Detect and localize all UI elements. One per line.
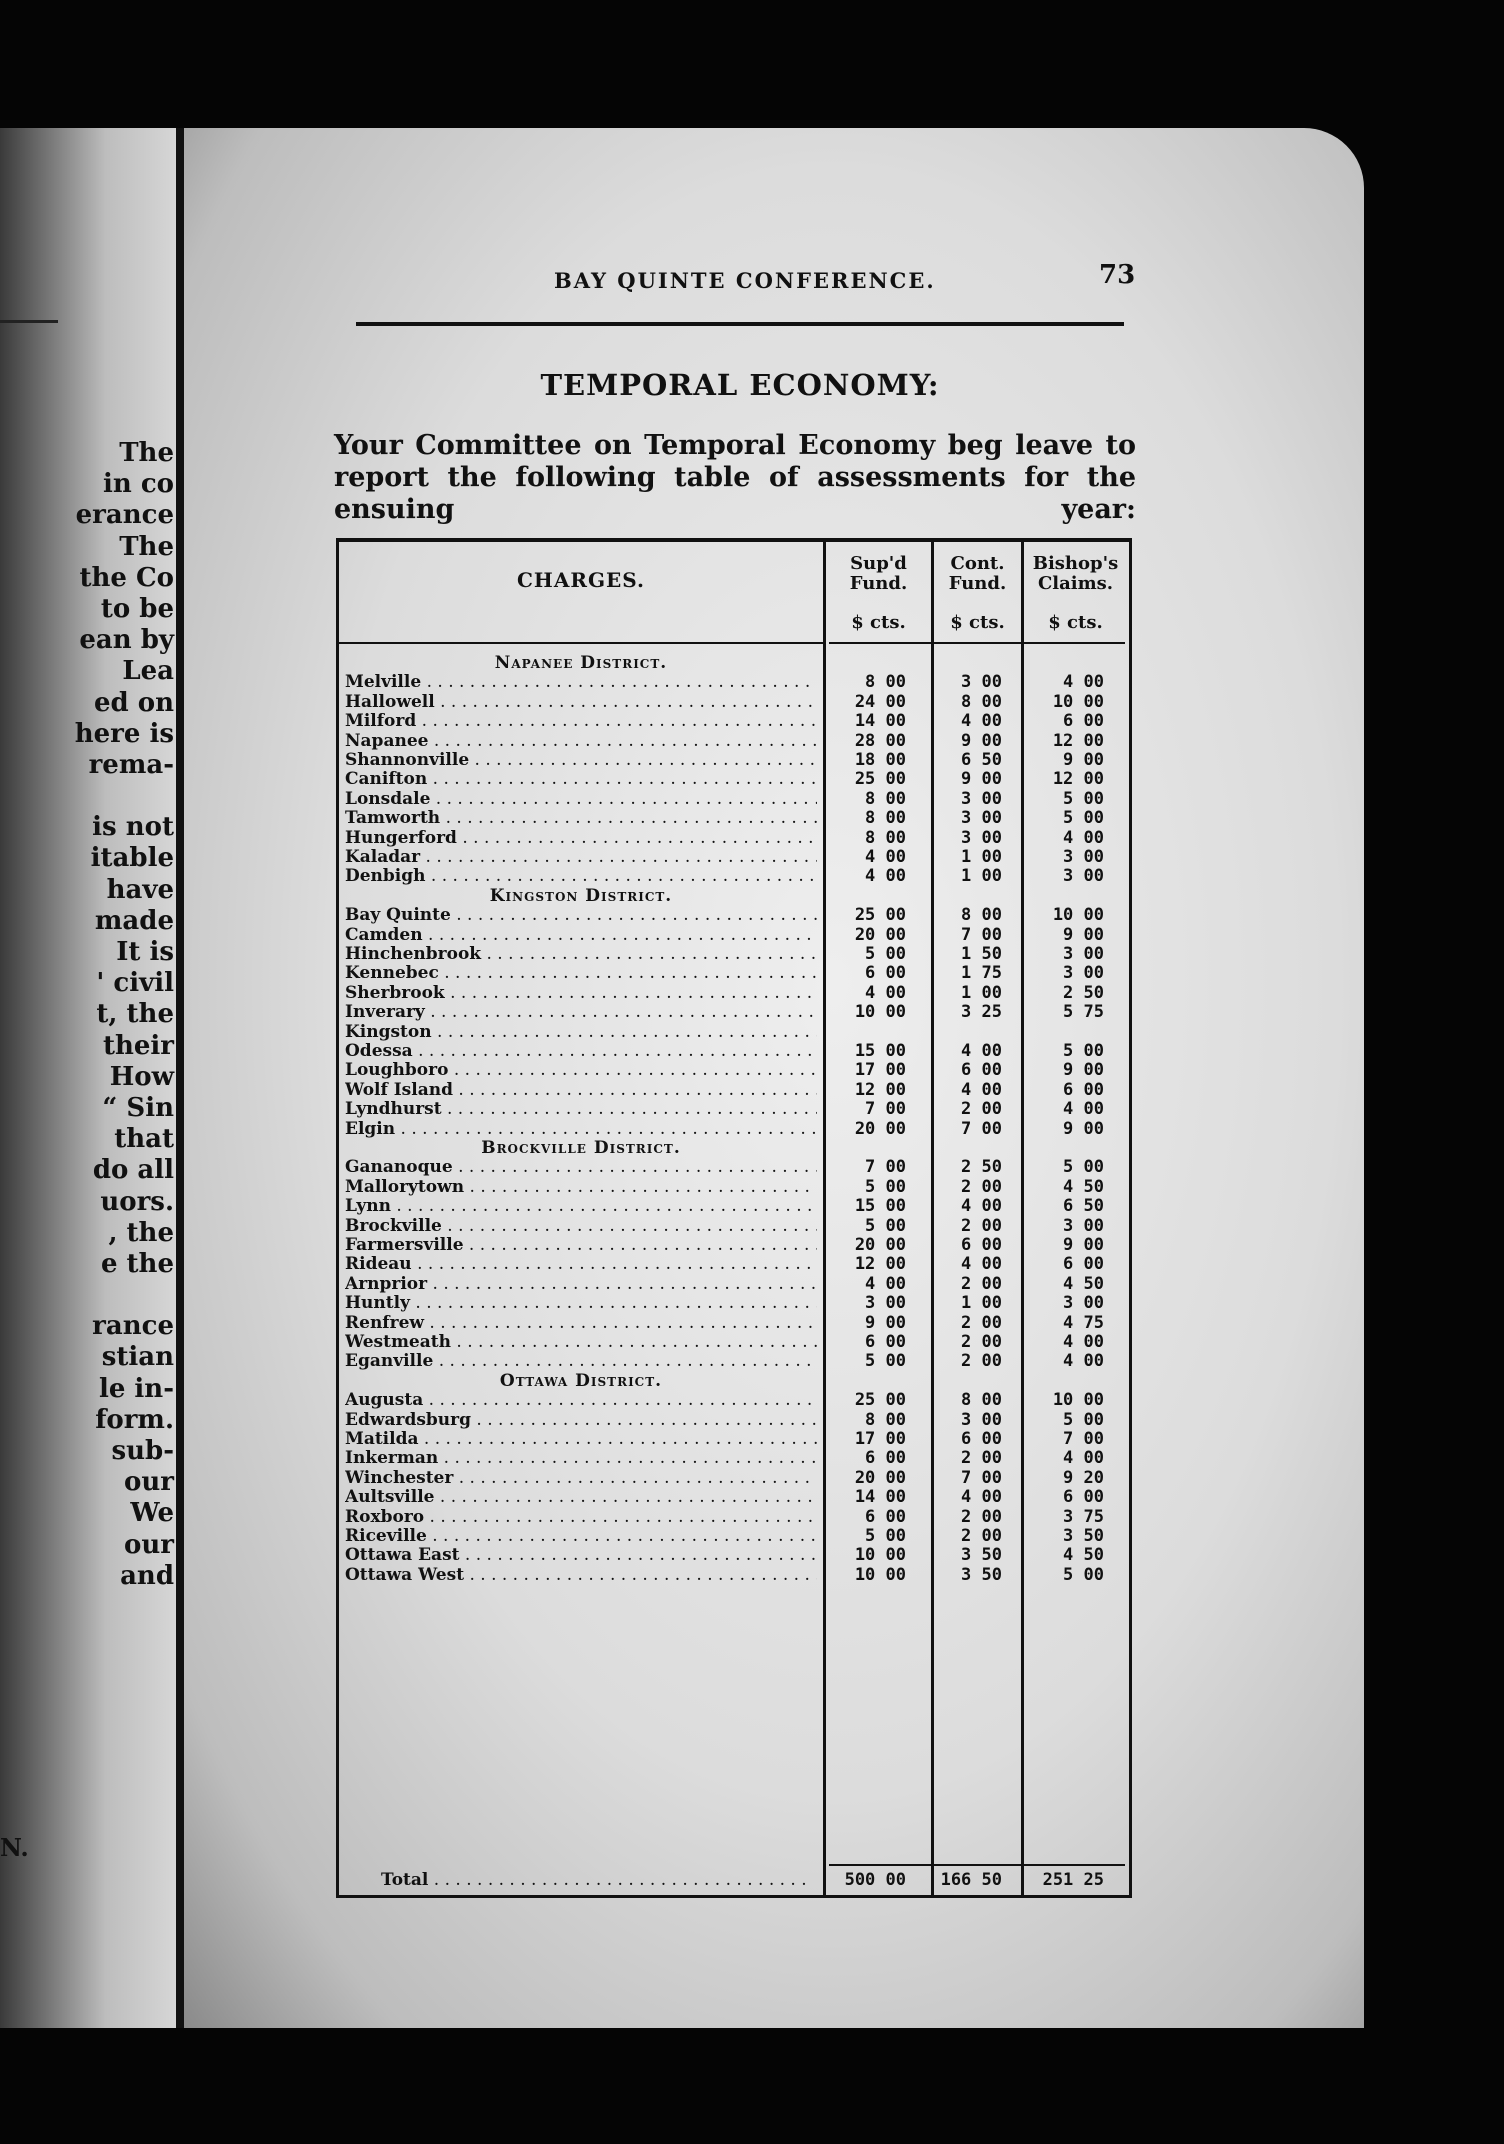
table-row: [339, 1255, 1129, 1274]
supd-fund-value: 14 00: [854, 711, 906, 732]
table-row: [339, 1023, 1129, 1042]
circuit-name: Farmersville . . .: [345, 1236, 817, 1255]
circuit-name: Denbigh . . .: [345, 867, 817, 886]
circuit-name: Hallowell . . .: [345, 693, 817, 712]
table-row: [339, 1430, 1129, 1449]
facing-page-line: our: [124, 1529, 174, 1560]
cont-fund-value: 4 00: [961, 1196, 1002, 1217]
table-row: [339, 1003, 1129, 1022]
circuit-name: Renfrew . . .: [345, 1314, 817, 1333]
supd-fund-value: 4 00: [865, 982, 906, 1003]
facing-page-line: that: [114, 1124, 174, 1155]
table-row: [339, 809, 1129, 828]
cont-fund-value: 1 00: [961, 847, 1002, 867]
cont-fund-value: 8 00: [961, 905, 1002, 926]
bishops-claims-value: 5 00: [1063, 808, 1104, 829]
cont-fund-value: 1 00: [961, 866, 1002, 887]
column-header-supd-fund: Sup'd Fund.: [849, 553, 908, 594]
facing-page-line: t, the: [96, 999, 174, 1030]
facing-page-fragment: [0, 128, 176, 2028]
bishops-claims-value: 10 00: [1052, 691, 1104, 712]
bishops-claims-value: 9 00: [1063, 924, 1104, 945]
column-header-charges: CHARGES.: [517, 568, 645, 592]
facing-page-line: sub-: [111, 1436, 174, 1466]
circuit-name: Mallorytown . . .: [345, 1178, 817, 1197]
cont-fund-value: 3 00: [961, 788, 1002, 809]
table-row: [339, 732, 1129, 751]
bishops-claims-value: 9 20: [1063, 1467, 1104, 1488]
page: [184, 128, 1364, 2028]
table-row: [339, 1314, 1129, 1333]
supd-fund-value: 25 00: [854, 769, 906, 790]
table-row: [339, 945, 1129, 964]
bishops-claims-value: 5 00: [1063, 1041, 1104, 1061]
bishops-claims-value: 4 50: [1063, 1545, 1104, 1566]
circuit-name: Gananoque . . .: [345, 1158, 817, 1177]
circuit-name: Westmeath . . .: [345, 1333, 817, 1352]
table-row: [339, 790, 1129, 809]
table-row: [339, 1120, 1129, 1139]
cont-fund-value: 4 00: [961, 711, 1002, 732]
facing-page-line: rance: [92, 1311, 174, 1342]
circuit-name: Eganville . . .: [345, 1352, 817, 1371]
supd-fund-value: 5 00: [865, 1176, 906, 1197]
table-row: [339, 1391, 1129, 1410]
table-row: [339, 1527, 1129, 1546]
facing-page-line: their: [102, 1030, 174, 1061]
circuit-name: Lyndhurst . . .: [345, 1100, 817, 1119]
cont-fund-value: 8 00: [961, 691, 1002, 712]
bishops-claims-value: 4 00: [1063, 1099, 1104, 1120]
bishops-claims-value: 3 00: [1063, 944, 1104, 964]
supd-fund-value: 4 00: [865, 866, 906, 887]
circuit-name: Augusta . . .: [345, 1391, 817, 1410]
total-row: [339, 1870, 1129, 1892]
supd-fund-value: 8 00: [865, 827, 906, 848]
table-row: [339, 1236, 1129, 1255]
district-heading-row: [339, 1139, 1129, 1158]
facing-page-line: erance: [75, 500, 174, 531]
cont-fund-value: 2 00: [961, 1176, 1002, 1197]
district-heading: Ottawa District.: [499, 1370, 663, 1391]
cont-fund-value: 9 00: [961, 769, 1002, 790]
table-row: [339, 848, 1129, 867]
circuit-name: Huntly . . .: [345, 1294, 817, 1313]
table-row: [339, 1508, 1129, 1527]
cont-fund-value: 1 75: [961, 963, 1002, 984]
facing-page-line: and: [120, 1560, 174, 1591]
facing-page-line: It is: [116, 937, 174, 967]
assessment-table: [336, 538, 1132, 1898]
facing-page-line: “ Sin: [102, 1092, 174, 1123]
cont-fund-value: 7 00: [961, 924, 1002, 945]
table-row: [339, 926, 1129, 945]
facing-page-line: stian: [101, 1342, 174, 1373]
district-heading: Kingston District.: [489, 885, 673, 906]
district-heading-row: [339, 1372, 1129, 1391]
total-label: Total . . .: [381, 1870, 807, 1890]
district-heading-row: [339, 654, 1129, 673]
cont-fund-value: 4 00: [961, 1041, 1002, 1061]
circuit-name: Camden . . .: [345, 926, 817, 945]
total-separator: [829, 1864, 1125, 1866]
supd-fund-value: 5 00: [865, 1351, 906, 1372]
supd-fund-value: 3 00: [865, 1293, 906, 1314]
supd-fund-value: 7 00: [865, 1157, 906, 1178]
supd-fund-value: 8 00: [865, 672, 906, 693]
table-row: [339, 1294, 1129, 1313]
cont-fund-value: 3 00: [961, 808, 1002, 829]
bishops-claims-value: 7 00: [1063, 1429, 1104, 1449]
supd-fund-value: 5 00: [865, 944, 906, 964]
circuit-name: Hungerford . . .: [345, 829, 817, 848]
circuit-name: Kingston . . .: [345, 1023, 817, 1042]
running-head: BAY QUINTE CONFERENCE.: [554, 268, 936, 293]
bishops-claims-value: 10 00: [1052, 905, 1104, 926]
bishops-claims-value: 6 50: [1063, 1196, 1104, 1217]
circuit-name: Tamworth . . .: [345, 809, 817, 828]
table-row: [339, 1042, 1129, 1061]
supd-fund-value: 5 00: [865, 1526, 906, 1546]
table-row: [339, 867, 1129, 886]
supd-fund-value: 20 00: [854, 1118, 906, 1139]
supd-fund-value: 17 00: [854, 1060, 906, 1081]
cont-fund-value: 9 00: [961, 730, 1002, 751]
bishops-claims-value: 5 00: [1063, 788, 1104, 809]
circuit-name: Brockville . . .: [345, 1217, 817, 1236]
facing-page-line: [0, 781, 174, 812]
bishops-claims-value: 4 00: [1063, 1351, 1104, 1372]
supd-fund-value: 24 00: [854, 691, 906, 712]
table-row: [339, 1081, 1129, 1100]
supd-fund-value: 25 00: [854, 1390, 906, 1411]
column-header-bishops-claims: Bishop's Claims.: [1032, 553, 1119, 594]
total-supd-fund: 500 00: [844, 1870, 906, 1890]
bishops-claims-value: 9 00: [1063, 1118, 1104, 1139]
circuit-name: Napanee . . .: [345, 732, 817, 751]
facing-page-line: The: [119, 438, 174, 468]
table-row: [339, 906, 1129, 925]
circuit-name: Canifton . . .: [345, 770, 817, 789]
circuit-name: Elgin . . .: [345, 1120, 817, 1139]
cont-fund-value: 6 50: [961, 750, 1002, 770]
facing-page-line: e the: [100, 1248, 174, 1279]
cont-fund-value: 2 00: [961, 1448, 1002, 1469]
circuit-name: Inverary . . .: [345, 1003, 817, 1022]
bishops-claims-value: 3 00: [1063, 866, 1104, 887]
circuit-name: Wolf Island . . .: [345, 1081, 817, 1100]
facing-page-line: ' civil: [96, 968, 174, 999]
bishops-claims-value: 12 00: [1052, 769, 1104, 790]
cont-fund-value: 1 00: [961, 1293, 1002, 1314]
circuit-name: Kaladar . . .: [345, 848, 817, 867]
supd-fund-value: 8 00: [865, 1409, 906, 1430]
section-title: TEMPORAL ECONOMY:: [540, 368, 940, 402]
bishops-claims-value: 3 00: [1063, 1215, 1104, 1236]
cont-fund-value: 3 00: [961, 672, 1002, 693]
facing-page-line: here is: [74, 718, 174, 749]
circuit-name: Aultsville . . .: [345, 1488, 817, 1507]
bishops-claims-value: 6 00: [1063, 711, 1104, 732]
cont-fund-value: 2 00: [961, 1099, 1002, 1120]
supd-fund-value: 14 00: [854, 1487, 906, 1508]
facing-page-line: to be: [100, 593, 174, 624]
supd-fund-value: 10 00: [854, 1002, 906, 1023]
supd-fund-value: 5 00: [865, 1215, 906, 1236]
facing-page-line: rema-: [88, 749, 174, 780]
cont-fund-value: 6 00: [961, 1060, 1002, 1081]
cont-fund-value: 7 00: [961, 1467, 1002, 1488]
table-row: [339, 1566, 1129, 1585]
facing-page-text: [0, 438, 174, 1592]
bishops-claims-value: 3 00: [1063, 963, 1104, 984]
facing-page-line: The: [119, 531, 174, 562]
facing-page-footer: N.: [0, 1833, 29, 1862]
facing-page-line: We: [130, 1498, 174, 1529]
intro-paragraph: Your Committee on Temporal Economy beg leave to report the following table of assessments for the ensuing year:: [334, 430, 1136, 525]
cont-fund-value: 2 00: [961, 1526, 1002, 1546]
header-rule: [356, 322, 1124, 326]
supd-fund-value: 6 00: [865, 1506, 906, 1527]
district-heading-row: [339, 887, 1129, 906]
bishops-claims-value: 10 00: [1052, 1390, 1104, 1411]
bishops-claims-value: 5 00: [1063, 1157, 1104, 1178]
table-row: [339, 829, 1129, 848]
circuit-name: Kennebec . . .: [345, 964, 817, 983]
total-bishops-claims: 251 25: [1042, 1870, 1104, 1890]
table-row: [339, 1352, 1129, 1371]
supd-fund-value: 6 00: [865, 1448, 906, 1469]
circuit-name: Lynn . . .: [345, 1197, 817, 1216]
facing-page-line: ed on: [93, 687, 174, 718]
facing-page-line: made: [94, 905, 174, 936]
facing-page-line: , the: [108, 1217, 174, 1248]
bishops-claims-value: 4 00: [1063, 672, 1104, 693]
bishops-claims-value: 3 75: [1063, 1506, 1104, 1527]
unit-label: $ cts.: [950, 612, 1005, 633]
cont-fund-value: 4 00: [961, 1487, 1002, 1508]
supd-fund-value: 7 00: [865, 1099, 906, 1120]
table-row: [339, 751, 1129, 770]
cont-fund-value: 4 00: [961, 1254, 1002, 1275]
circuit-name: Roxboro . . .: [345, 1508, 817, 1527]
table-row: [339, 1488, 1129, 1507]
table-row: [339, 1061, 1129, 1080]
facing-page-line: is not: [92, 812, 174, 843]
circuit-name: Bay Quinte . . .: [345, 906, 817, 925]
cont-fund-value: 2 00: [961, 1273, 1002, 1294]
circuit-name: Odessa . . .: [345, 1042, 817, 1061]
cont-fund-value: 6 00: [961, 1429, 1002, 1449]
cont-fund-value: 2 50: [961, 1157, 1002, 1178]
circuit-name: Sherbrook . . .: [345, 984, 817, 1003]
facing-page-line: uors.: [100, 1186, 174, 1217]
circuit-name: Riceville . . .: [345, 1527, 817, 1546]
facing-page-line: do all: [92, 1155, 174, 1186]
facing-page-rule: [0, 320, 58, 323]
circuit-name: Milford . . .: [345, 712, 817, 731]
facing-page-line: our: [124, 1467, 174, 1498]
supd-fund-value: 8 00: [865, 788, 906, 809]
circuit-name: Loughboro . . .: [345, 1061, 817, 1080]
bishops-claims-value: 4 50: [1063, 1176, 1104, 1197]
cont-fund-value: 1 00: [961, 982, 1002, 1003]
bishops-claims-value: 6 00: [1063, 1487, 1104, 1508]
column-header-cont-fund: Cont. Fund.: [948, 553, 1007, 594]
table-row: [339, 1411, 1129, 1430]
table-row: [339, 1100, 1129, 1119]
cont-fund-value: 2 00: [961, 1351, 1002, 1372]
supd-fund-value: 20 00: [854, 924, 906, 945]
table-row: [339, 1275, 1129, 1294]
table-row: [339, 1449, 1129, 1468]
cont-fund-value: 3 50: [961, 1545, 1002, 1566]
supd-fund-value: 28 00: [854, 730, 906, 751]
table-row: [339, 712, 1129, 731]
bishops-claims-value: 6 00: [1063, 1079, 1104, 1100]
supd-fund-value: 15 00: [854, 1041, 906, 1061]
circuit-name: Arnprior . . .: [345, 1275, 817, 1294]
supd-fund-value: 10 00: [854, 1545, 906, 1566]
circuit-name: Edwardsburg . . .: [345, 1411, 817, 1430]
unit-separator: [829, 642, 1125, 644]
supd-fund-value: 8 00: [865, 808, 906, 829]
district-heading: Napanee District.: [494, 653, 668, 673]
facing-page-line: in co: [102, 469, 174, 500]
bishops-claims-value: 3 00: [1063, 1293, 1104, 1314]
cont-fund-value: 3 50: [961, 1564, 1002, 1585]
supd-fund-value: 17 00: [854, 1429, 906, 1449]
table-row: [339, 1178, 1129, 1197]
table-row: [339, 1158, 1129, 1177]
bishops-claims-value: 9 00: [1063, 1235, 1104, 1255]
table-row: [339, 1333, 1129, 1352]
supd-fund-value: 4 00: [865, 1273, 906, 1294]
facing-page-line: the Co: [79, 562, 174, 593]
facing-page-line: [0, 1280, 174, 1311]
page-number: 73: [1099, 260, 1136, 290]
circuit-name: Melville . . .: [345, 673, 817, 692]
circuit-name: Lonsdale . . .: [345, 790, 817, 809]
bishops-claims-value: 4 50: [1063, 1273, 1104, 1294]
table-row: [339, 770, 1129, 789]
table-row: [339, 984, 1129, 1003]
supd-fund-value: 25 00: [854, 905, 906, 926]
bishops-claims-value: 4 75: [1063, 1312, 1104, 1333]
facing-page-line: have: [106, 874, 174, 905]
header-separator: [339, 642, 823, 644]
cont-fund-value: 2 00: [961, 1312, 1002, 1333]
book-gutter: [176, 128, 184, 2028]
facing-page-line: How: [109, 1061, 174, 1092]
table-row: [339, 964, 1129, 983]
facing-page-line: form.: [95, 1404, 174, 1435]
bishops-claims-value: 3 50: [1063, 1526, 1104, 1546]
bishops-claims-value: 12 00: [1052, 730, 1104, 751]
table-row: [339, 1197, 1129, 1216]
bishops-claims-value: 9 00: [1063, 750, 1104, 770]
facing-page-line: ean by: [79, 625, 174, 656]
circuit-name: Rideau . . .: [345, 1255, 817, 1274]
cont-fund-value: 1 50: [961, 944, 1002, 964]
bishops-claims-value: 9 00: [1063, 1060, 1104, 1081]
bishops-claims-value: 5 00: [1063, 1409, 1104, 1430]
circuit-name: Hinchenbrook . . .: [345, 945, 817, 964]
circuit-name: Winchester . . .: [345, 1469, 817, 1488]
supd-fund-value: 12 00: [854, 1254, 906, 1275]
bishops-claims-value: 4 00: [1063, 827, 1104, 848]
facing-page-line: itable: [90, 843, 174, 874]
supd-fund-value: 6 00: [865, 1332, 906, 1352]
cont-fund-value: 2 00: [961, 1506, 1002, 1527]
bishops-claims-value: 4 00: [1063, 1448, 1104, 1469]
supd-fund-value: 20 00: [854, 1467, 906, 1488]
supd-fund-value: 20 00: [854, 1235, 906, 1255]
supd-fund-value: 9 00: [865, 1312, 906, 1333]
supd-fund-value: 10 00: [854, 1564, 906, 1585]
circuit-name: Matilda . . .: [345, 1430, 817, 1449]
table-row: [339, 693, 1129, 712]
supd-fund-value: 4 00: [865, 847, 906, 867]
unit-label: $ cts.: [851, 612, 906, 633]
unit-label: $ cts.: [1048, 612, 1103, 633]
bishops-claims-value: 6 00: [1063, 1254, 1104, 1275]
supd-fund-value: 15 00: [854, 1196, 906, 1217]
bishops-claims-value: 4 00: [1063, 1332, 1104, 1352]
bishops-claims-value: 5 75: [1063, 1002, 1104, 1023]
table-row: [339, 1217, 1129, 1236]
cont-fund-value: 6 00: [961, 1235, 1002, 1255]
supd-fund-value: 12 00: [854, 1079, 906, 1100]
cont-fund-value: 3 00: [961, 1409, 1002, 1430]
circuit-name: Ottawa West . . .: [345, 1566, 817, 1585]
facing-page-line: Lea: [122, 656, 174, 687]
bishops-claims-value: 2 50: [1063, 982, 1104, 1003]
district-heading: Brockville District.: [481, 1138, 681, 1158]
circuit-name: Shannonville . . .: [345, 751, 817, 770]
table-row: [339, 1469, 1129, 1488]
cont-fund-value: 2 00: [961, 1215, 1002, 1236]
circuit-name: Ottawa East . . .: [345, 1546, 817, 1565]
cont-fund-value: 3 00: [961, 827, 1002, 848]
supd-fund-value: 18 00: [854, 750, 906, 770]
cont-fund-value: 4 00: [961, 1079, 1002, 1100]
facing-page-line: le in-: [98, 1373, 174, 1404]
cont-fund-value: 3 25: [961, 1002, 1002, 1023]
cont-fund-value: 2 00: [961, 1332, 1002, 1352]
total-cont-fund: 166 50: [940, 1870, 1002, 1890]
table-row: [339, 673, 1129, 692]
table-row: [339, 1546, 1129, 1565]
bishops-claims-value: 3 00: [1063, 847, 1104, 867]
cont-fund-value: 8 00: [961, 1390, 1002, 1411]
bishops-claims-value: 5 00: [1063, 1564, 1104, 1585]
cont-fund-value: 7 00: [961, 1118, 1002, 1139]
circuit-name: Inkerman . . .: [345, 1449, 817, 1468]
supd-fund-value: 6 00: [865, 963, 906, 984]
